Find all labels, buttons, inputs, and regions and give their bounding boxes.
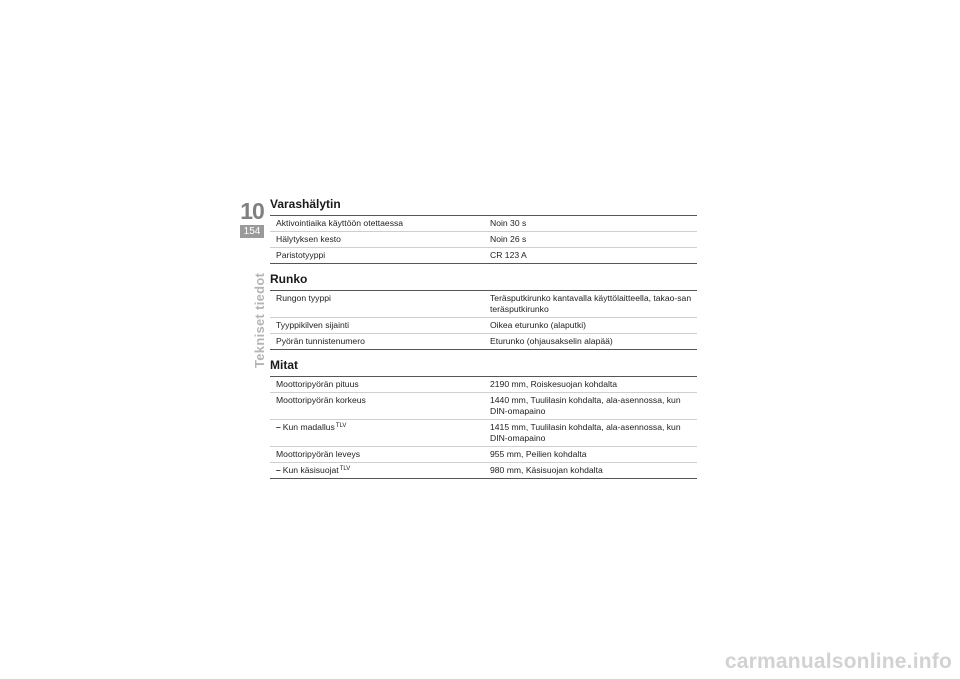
table-row — [270, 377, 697, 393]
table-row — [270, 291, 697, 318]
chapter-title-vertical: Tekniset tiedot — [252, 272, 267, 368]
section-title: Mitat — [270, 358, 298, 372]
tlv-superscript: TLV — [335, 423, 347, 429]
dash-bullet: – — [276, 422, 281, 432]
table-row — [270, 248, 697, 264]
spec-table — [270, 215, 697, 264]
tlv-superscript: TLV — [339, 466, 351, 472]
table-row — [270, 420, 697, 447]
spec-key: Aktivointiaika käyttöön otettaessa — [270, 216, 484, 232]
chapter-number: 10 — [240, 198, 264, 224]
spec-key: Rungon tyyppi — [270, 291, 484, 318]
spec-value: Teräsputkirunko kantavalla käyttölaitteella, takao-san teräsputkirunko — [484, 291, 697, 318]
spec-key-sub — [270, 420, 484, 447]
section-mitat — [270, 357, 697, 479]
spec-table — [270, 376, 697, 479]
page-number: 154 — [240, 225, 264, 238]
spec-value: 2190 mm, Roiskesuojan kohdalta — [484, 377, 697, 393]
spec-value: Eturunko (ohjausakselin alapää) — [484, 334, 697, 350]
spec-key-text: Kun käsisuojat — [282, 465, 339, 475]
table-row — [270, 318, 697, 334]
spec-key: Paristotyyppi — [270, 248, 484, 264]
spec-content — [270, 196, 697, 479]
table-row — [270, 393, 697, 420]
spec-value: Oikea eturunko (alaputki) — [484, 318, 697, 334]
table-row — [270, 216, 697, 232]
section-varashalytin — [270, 196, 697, 264]
spec-value: 1415 mm, Tuulilasin kohdalta, ala-asennossa, kun DIN-omapaino — [484, 420, 697, 447]
spec-table — [270, 290, 697, 350]
spec-value: 955 mm, Peilien kohdalta — [484, 447, 697, 463]
spec-value: Noin 26 s — [484, 232, 697, 248]
watermark: carmanualsonline.info — [724, 650, 952, 673]
spec-key-text: Kun madallus — [282, 422, 335, 432]
chapter-tab — [240, 199, 264, 238]
spec-value: 980 mm, Käsisuojan kohdalta — [484, 463, 697, 479]
table-row — [270, 447, 697, 463]
table-row — [270, 463, 697, 479]
section-title: Varashälytin — [270, 197, 341, 211]
spec-key: Pyörän tunnistenumero — [270, 334, 484, 350]
table-row — [270, 232, 697, 248]
spec-key: Hälytyksen kesto — [270, 232, 484, 248]
table-row — [270, 334, 697, 350]
section-runko — [270, 271, 697, 350]
spec-key-sub — [270, 463, 484, 479]
spec-key: Moottoripyörän leveys — [270, 447, 484, 463]
spec-value: CR 123 A — [484, 248, 697, 264]
spec-key: Moottoripyörän pituus — [270, 377, 484, 393]
dash-bullet: – — [276, 465, 281, 475]
spec-key: Tyyppikilven sijainti — [270, 318, 484, 334]
spec-key: Moottoripyörän korkeus — [270, 393, 484, 420]
spec-value: Noin 30 s — [484, 216, 697, 232]
section-title: Runko — [270, 272, 308, 286]
spec-value: 1440 mm, Tuulilasin kohdalta, ala-asennossa, kun DIN-omapaino — [484, 393, 697, 420]
